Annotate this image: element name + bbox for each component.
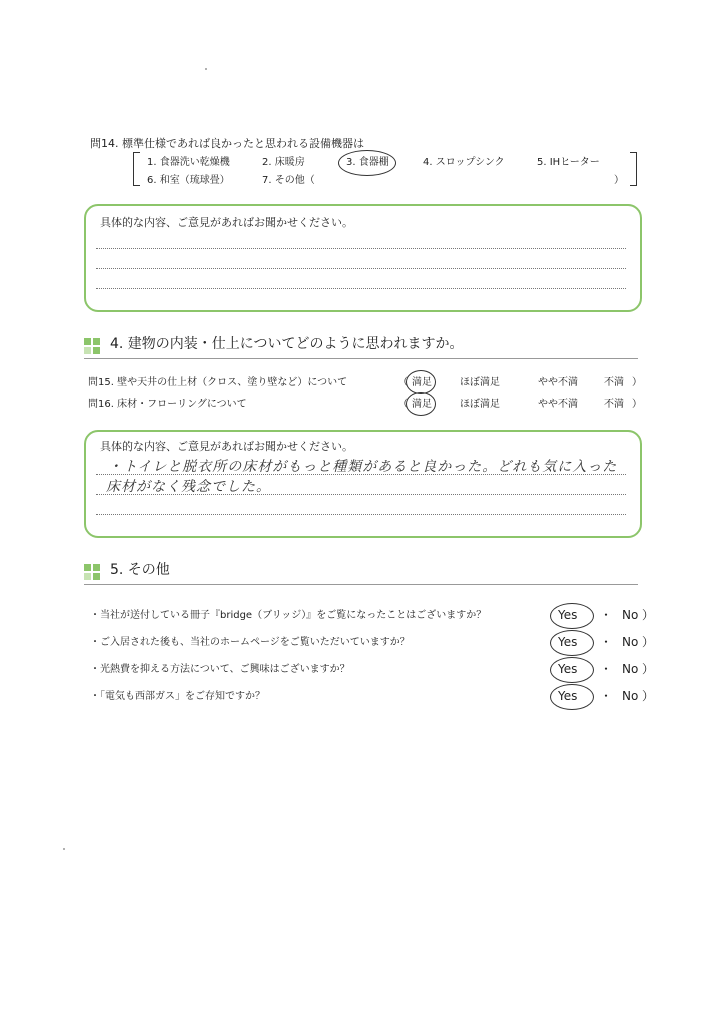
option-bracket-left bbox=[133, 152, 140, 186]
separator-dot: ・ bbox=[600, 662, 613, 676]
section4-underline bbox=[84, 358, 638, 359]
section5-question-1: ・当社が送付している冊子『bridge（ブリッジ）』をご覧になったことはございますか？ bbox=[90, 610, 487, 621]
item1-yes-option[interactable]: Yes bbox=[558, 608, 578, 622]
item1-yes-circle bbox=[550, 603, 594, 629]
q15-option-somewhat-dissatisfied[interactable]: やや不満 bbox=[538, 377, 578, 388]
q16-label: 問16. 床材・フローリングについて bbox=[88, 399, 247, 410]
scan-speck bbox=[205, 68, 207, 70]
close-paren: ） bbox=[642, 689, 655, 703]
close-paren: ） bbox=[642, 608, 655, 622]
item3-no-option[interactable]: No bbox=[622, 662, 639, 676]
option-bracket-right bbox=[630, 152, 637, 186]
comment-box-title: 具体的な内容、ご意見があればお聞かせください。 bbox=[100, 216, 353, 229]
q14-selection-circle bbox=[338, 150, 396, 176]
q14-option-2[interactable]: 2. 床暖房 bbox=[262, 157, 305, 168]
q15-option-dissatisfied[interactable]: 不満 bbox=[604, 377, 624, 388]
item3-yes-option[interactable]: Yes bbox=[558, 662, 578, 676]
item2-yes-circle bbox=[550, 630, 594, 656]
scan-speck bbox=[63, 848, 65, 850]
q15-selection-circle bbox=[406, 370, 436, 394]
item2-yes-option[interactable]: Yes bbox=[558, 635, 578, 649]
comment-line bbox=[96, 288, 626, 289]
comment-line bbox=[96, 248, 626, 249]
scale-close-paren: ） bbox=[632, 377, 642, 388]
q16-option-mostly-satisfied[interactable]: ほぼ満足 bbox=[460, 399, 500, 410]
section-bullet-square bbox=[84, 338, 91, 345]
q16-option-somewhat-dissatisfied[interactable]: やや不満 bbox=[538, 399, 578, 410]
section5-title: 5. その他 bbox=[110, 562, 170, 578]
section-bullet-square bbox=[93, 338, 100, 345]
section5-question-4: ・「電気も西部ガス」をご存知ですか？ bbox=[90, 691, 265, 702]
item4-no-option[interactable]: No bbox=[622, 689, 639, 703]
q14-option-7[interactable]: 7. その他（ bbox=[262, 175, 315, 186]
comment-line bbox=[96, 474, 626, 475]
section-bullet-square bbox=[93, 347, 100, 354]
comment-line bbox=[96, 268, 626, 269]
separator-dot: ・ bbox=[600, 608, 613, 622]
q15-option-mostly-satisfied[interactable]: ほぼ満足 bbox=[460, 377, 500, 388]
comment-box-title: 具体的な内容、ご意見があればお聞かせください。 bbox=[100, 440, 353, 453]
section-bullet-square bbox=[84, 564, 91, 571]
q16-option-satisfied[interactable]: 満足 bbox=[412, 399, 432, 410]
close-paren: ） bbox=[642, 635, 655, 649]
section-bullet-square bbox=[84, 347, 91, 354]
section5-question-3: ・光熱費を抑える方法について、ご興味はございますか？ bbox=[90, 664, 350, 675]
item4-yes-circle bbox=[550, 684, 594, 710]
q16-option-dissatisfied[interactable]: 不満 bbox=[604, 399, 624, 410]
close-paren: ） bbox=[642, 662, 655, 676]
separator-dot: ・ bbox=[600, 635, 613, 649]
item2-no-option[interactable]: No bbox=[622, 635, 639, 649]
section-bullet-square bbox=[84, 573, 91, 580]
q16-selection-circle bbox=[406, 392, 436, 416]
section-bullet-square bbox=[93, 564, 100, 571]
section5-underline bbox=[84, 584, 638, 585]
q14-option-1[interactable]: 1. 食器洗い乾燥機 bbox=[147, 157, 230, 168]
item1-no-option[interactable]: No bbox=[622, 608, 639, 622]
comment-line bbox=[96, 494, 626, 495]
q14-option-4[interactable]: 4. スロップシンク bbox=[423, 157, 505, 168]
comment-line bbox=[96, 514, 626, 515]
scale-open-paren: （ bbox=[398, 377, 408, 388]
q15-label: 問15. 壁や天井の仕上材（クロス、塗り壁など）について bbox=[88, 377, 348, 388]
section5-question-2: ・ご入居された後も、当社のホームページをご覧いただいていますか？ bbox=[90, 637, 410, 648]
handwritten-comment-line-1: ・トイレと脱衣所の床材がもっと種類があると良かった。どれも気に入った bbox=[108, 459, 618, 475]
item3-yes-circle bbox=[550, 657, 594, 683]
item4-yes-option[interactable]: Yes bbox=[558, 689, 578, 703]
handwritten-comment-line-2: 床材がなく残念でした。 bbox=[106, 479, 271, 495]
q14-comment-box[interactable] bbox=[84, 204, 642, 312]
scale-close-paren: ） bbox=[632, 399, 642, 410]
q15-option-satisfied[interactable]: 満足 bbox=[412, 377, 432, 388]
q14-question: 問14. 標準仕様であれば良かったと思われる設備機器は bbox=[90, 137, 364, 150]
separator-dot: ・ bbox=[600, 689, 613, 703]
q14-option-5[interactable]: 5. IHヒーター bbox=[537, 157, 600, 168]
section-bullet-square bbox=[93, 573, 100, 580]
q14-option-3[interactable]: 3. 食器棚 bbox=[346, 157, 389, 168]
scale-open-paren: （ bbox=[398, 399, 408, 410]
q14-other-close: ） bbox=[614, 175, 624, 186]
section4-title: 4. 建物の内装・仕上についてどのように思われますか。 bbox=[110, 336, 464, 352]
q14-option-6[interactable]: 6. 和室（琉球畳） bbox=[147, 175, 230, 186]
section4-comment-box[interactable] bbox=[84, 430, 642, 538]
